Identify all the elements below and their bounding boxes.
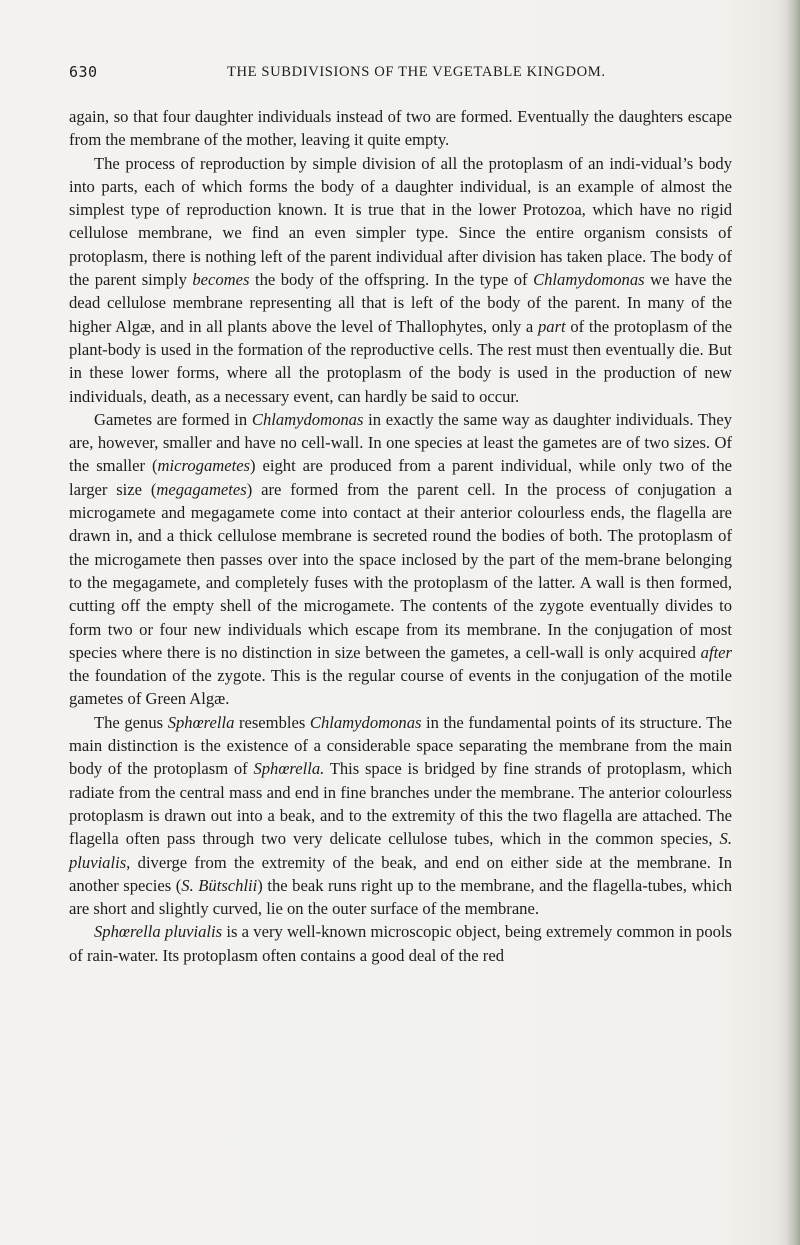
text-run: in exactly the same way as daughter individuals. They are, however, smaller and have no cell-wall. In one species at least the gametes are of two sizes. Of the smaller ( xyxy=(69,409,733,476)
italic-text: S. Bütschlii xyxy=(181,875,258,895)
page-header xyxy=(69,63,732,85)
text-run: resembles xyxy=(234,712,310,732)
paragraph xyxy=(69,711,732,921)
running-head: THE SUBDIVISIONS OF THE VEGETABLE KINGDOM. xyxy=(227,64,606,80)
text-run: the body of the offspring. In the type of xyxy=(249,270,534,290)
text-run: The process of reproduction by simple division of all the protoplasm of an indi-vidual’s body into parts, each of which forms the body of a daughter individual, is an example of almost the simplest type of reproduction known. It is true that in the lower Protozoa, which have no rigid cellulose membrane, we find an even simpler type. Since the entire organism consists of protoplasm, there is nothing left of the parent individual after division has taken place. The body of the parent simply xyxy=(69,153,732,290)
text-run: again, so that four daughter individuals instead of two are formed. Eventually the daughters escape from the membrane of the mother, leaving it quite empty. xyxy=(69,107,732,150)
text-run: The genus xyxy=(94,712,168,732)
italic-text: after xyxy=(700,642,732,662)
italic-text: Sphœrella xyxy=(167,712,235,732)
italic-text: Sphœrella pluvialis xyxy=(94,922,223,942)
italic-text: microgametes xyxy=(157,456,251,476)
italic-text: becomes xyxy=(192,270,250,290)
text-run: in the fundamental points of its structure. The main distinction is the existence of a considerable space separating the membrane from the main body of the protoplasm of xyxy=(69,712,733,779)
text-run: Gametes are formed in xyxy=(94,409,252,429)
paragraph xyxy=(69,105,732,152)
italic-text: megagametes xyxy=(156,479,247,499)
paragraph xyxy=(69,920,732,967)
text-run: This space is bridged by fine strands of protoplasm, which radiate from the central mass and end in fine branches under the membrane. The anterior colourless protoplasm is drawn out into a beak, and to the extremity of this the two flagella are attached. The flagella often pass through two very delicate cellulose tubes, which in the common species, xyxy=(69,759,732,849)
italic-text: Chlamydomonas xyxy=(309,712,422,732)
italic-text: S. pluvialis, xyxy=(69,829,732,872)
page-edge-shadow xyxy=(786,0,800,1245)
paragraph xyxy=(69,408,732,711)
body-text xyxy=(69,105,732,967)
page-number: 630 xyxy=(69,63,98,81)
text-run: diverge from the extremity of the beak, and end on either side at the membrane. In another species ( xyxy=(69,852,732,895)
italic-text: Chlamydomonas xyxy=(533,270,645,290)
italic-text: part xyxy=(538,316,566,336)
text-run: the foundation of the zygote. This is the regular course of events in the conjugation of the motile gametes of Green Algæ. xyxy=(69,666,732,709)
text-run: ) are formed from the parent cell. In the process of conjugation a microgamete and megagamete come into contact at their anterior colourless ends, the flagella are drawn in, and a thick cellulose membrane is secreted round the bodies of both. The protoplasm of the microgamete then passes over into the space inclosed by the part of the mem-brane belonging to the megagamete, and completely fuses with the protoplasm of the latter. A wall is then formed, cutting off the empty shell of the microgamete. The contents of the zygote eventually divides to form two or four new individuals which escape from its membrane. In the conjugation of most species where there is no distinction in size between the gametes, a cell-wall is only acquired xyxy=(69,479,732,662)
text-run: is a very well-known microscopic object, being extremely common in pools of rain-water. Its protoplasm often contains a good deal of the red xyxy=(69,922,732,965)
text-run: of the protoplasm of the plant-body is used in the formation of the reproductive cells. The rest must then eventually die. But in these lower forms, where all the protoplasm of the body is used in the production of new individuals, death, as a necessary event, can hardly be said to occur. xyxy=(69,316,732,406)
text-run: ) the beak runs right up to the membrane, and the flagella-tubes, which are short and slightly curved, lie on the outer surface of the membrane. xyxy=(69,875,732,919)
text-run: we have the dead cellulose membrane representing all that is left of the body of the parent. In many of the higher Algæ, and in all plants above the level of Thallophytes, only a xyxy=(69,270,733,336)
italic-text: Chlamydomonas xyxy=(251,409,364,429)
paragraph xyxy=(69,152,732,408)
italic-text: Sphœrella. xyxy=(253,759,325,779)
text-run: ) eight are produced from a parent individual, while only two of the larger size ( xyxy=(69,456,733,499)
